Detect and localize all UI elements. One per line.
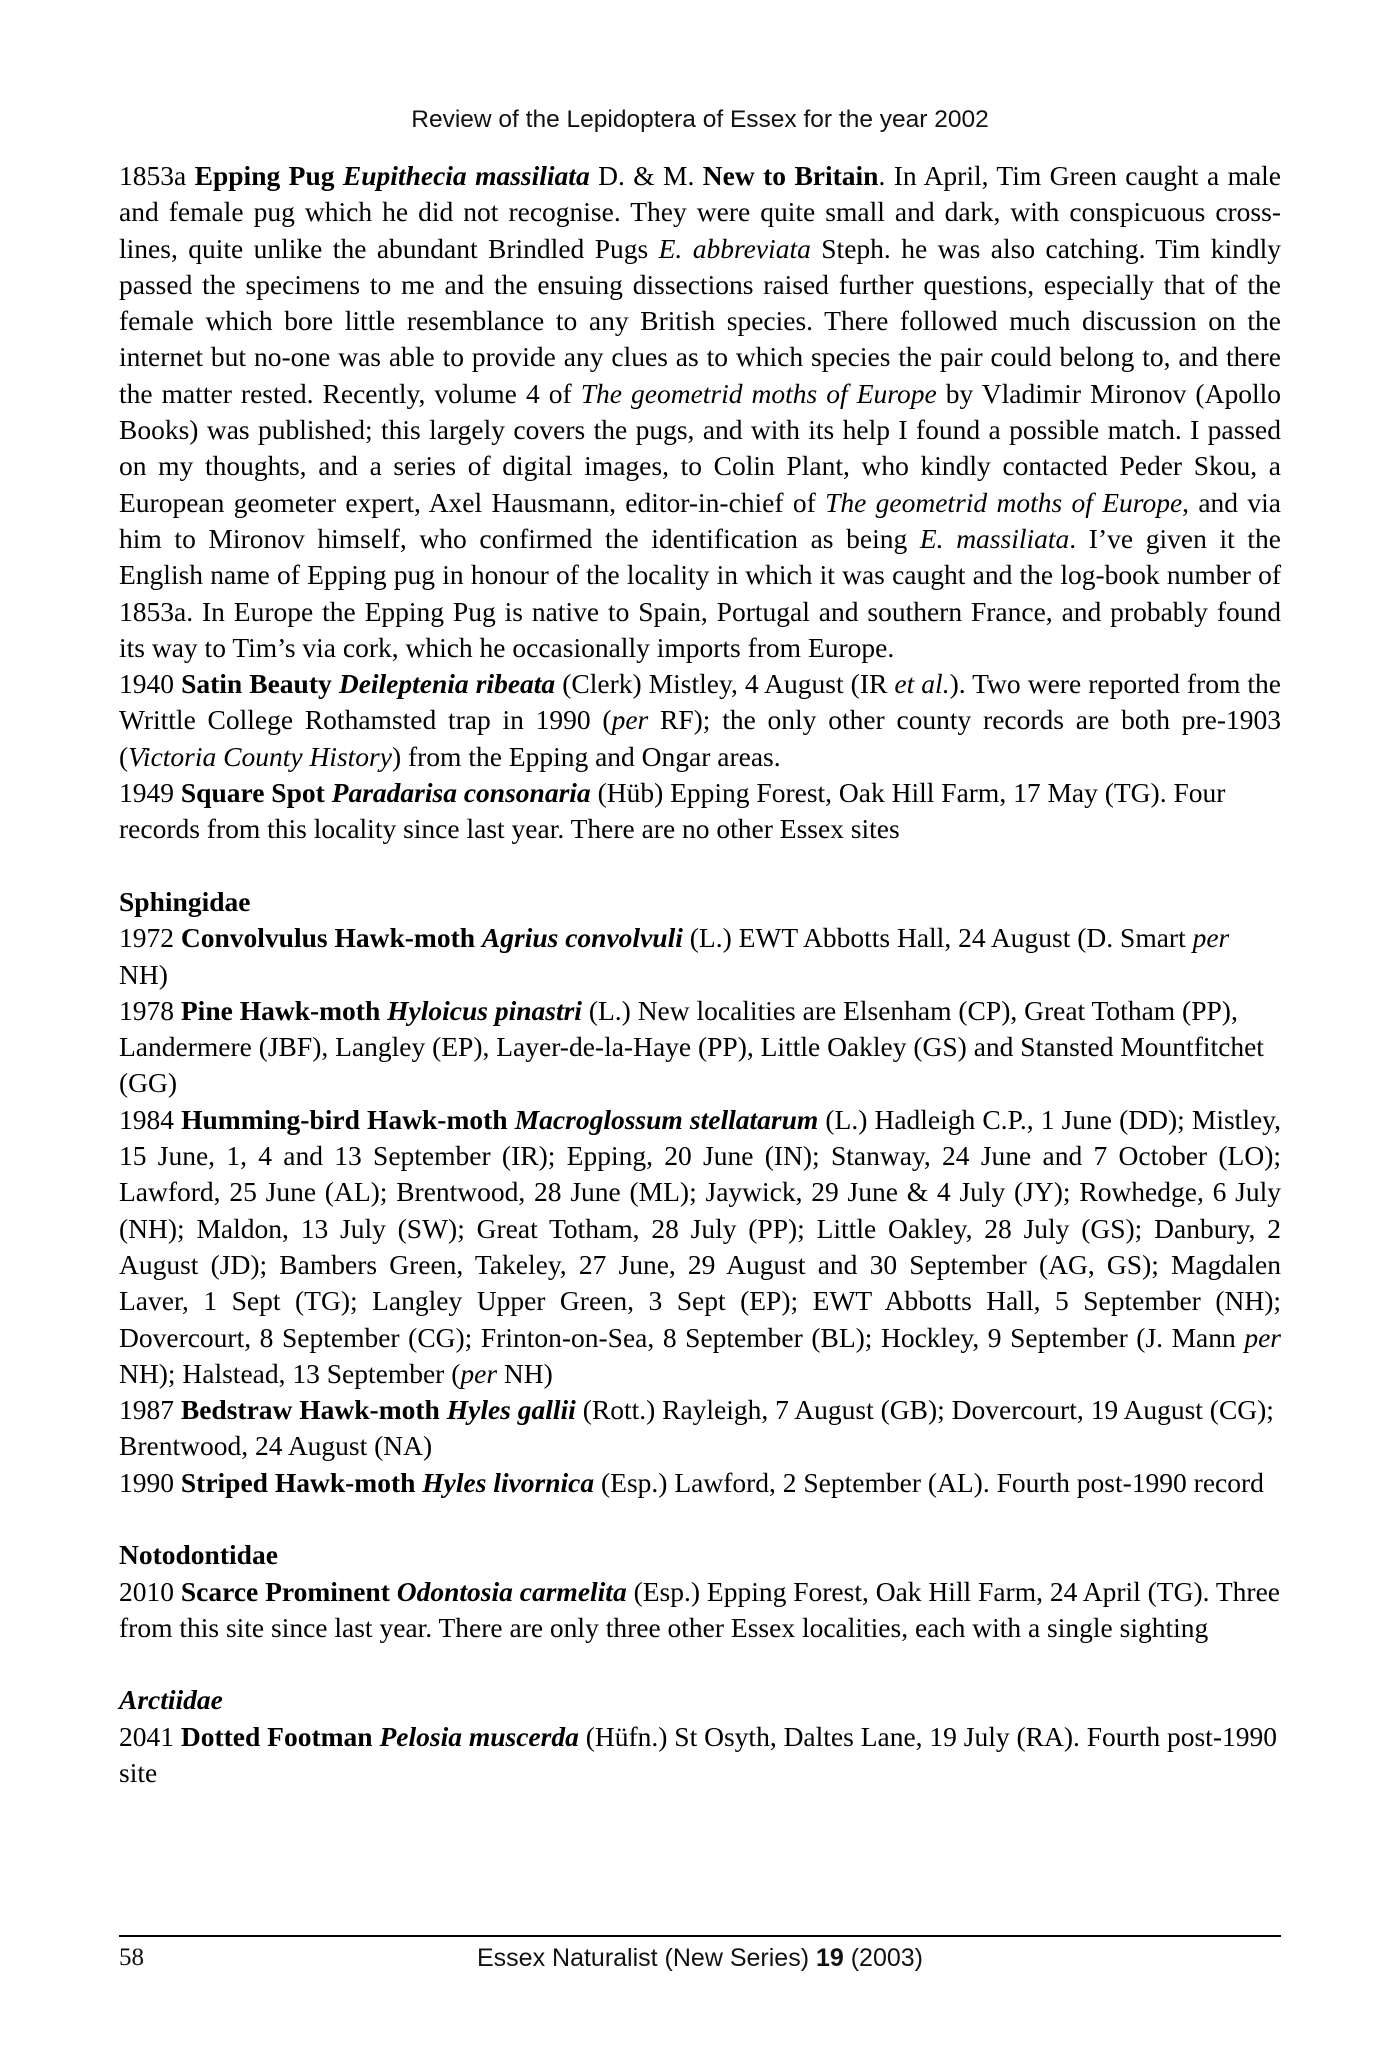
scientific-name: Paradarisa consonaria (331, 777, 591, 809)
species-entry-2010: 2010 Scarce Prominent Odontosia carmelita (Esp.) Epping Forest, Oak Hill Farm, 24 April (TG). Three from this site since last year. There are only three other Essex localities, each with a single sighting (119, 1575, 1280, 1643)
species-entry-1972: 1972 Convolvulus Hawk-moth Agrius convolvuli (L.) EWT Abbotts Hall, 24 August (D. Smart per NH) (119, 922, 1230, 990)
scientific-name: Eupithecia massiliata (342, 160, 590, 191)
common-name: Striped Hawk-moth (180, 1466, 416, 1498)
family-heading-arctiidae: Arctiidae (119, 1684, 223, 1716)
scientific-name: Pelosia muscerda (379, 1720, 579, 1752)
scientific-name: Hyloicus pinastri (387, 994, 582, 1026)
species-number: 1990 (119, 1466, 181, 1498)
species-entry-1940: 1940 Satin Beauty Deileptenia ribeata (Clerk) Mistley, 4 August (IR et al.). Two were reported from the Writtle College Rothamsted trap in 1990 (per RF); the only other county records are both pre-1903 (Victoria County History) from the Epping and Ongar areas. (119, 668, 1281, 772)
scientific-name: Odontosia carmelita (396, 1575, 627, 1607)
journal-citation (119, 1944, 1281, 1973)
scientific-name: Deileptenia ribeata (338, 668, 556, 700)
common-name: Convolvulus Hawk-moth (180, 922, 476, 954)
scientific-name: Agrius convolvuli (481, 922, 683, 954)
species-number: 1972 (119, 922, 181, 954)
species-number: 2041 (119, 1720, 181, 1752)
species-number: 1940 (119, 668, 182, 700)
scientific-name: Hyles livornica (422, 1466, 595, 1498)
footer-rule (119, 1935, 1281, 1937)
journal-name: Essex Naturalist (New Series) (476, 1944, 816, 1972)
species-number: 1984 (119, 1103, 182, 1135)
book-title: The geometrid moths of Europe (580, 377, 937, 409)
common-name: Square Spot (180, 777, 325, 809)
running-header: Review of the Lepidoptera of Essex for the year 2002 (411, 106, 989, 133)
species-number: 1949 (119, 777, 181, 809)
common-name: Epping Pug (194, 160, 335, 191)
species-entry-1978: 1978 Pine Hawk-moth Hyloicus pinastri (L.) New localities are Elsenham (CP), Great Totham (PP), Landermere (JBF), Langley (EP), Layer-de-la-Haye (PP), Little Oakley (GS) and Stansted Mountfitchet (GG) (119, 994, 1264, 1099)
common-name: Pine Hawk-moth (180, 994, 381, 1026)
common-name: Bedstraw Hawk-moth (180, 1394, 440, 1426)
scientific-name: Macroglossum stellatarum (514, 1103, 819, 1135)
species-entry-1987: 1987 Bedstraw Hawk-moth Hyles gallii (Rott.) Rayleigh, 7 August (GB); Dovercourt, 19 August (CG); Brentwood, 24 August (NA) (119, 1394, 1274, 1462)
page-number: 58 (119, 1944, 144, 1971)
body-text (119, 158, 1281, 1791)
common-name: Humming-bird Hawk-moth (181, 1103, 508, 1135)
species-number: 2010 (119, 1575, 181, 1607)
journal-year: (2003) (843, 1944, 923, 1972)
scientific-name: Hyles gallii (446, 1394, 576, 1426)
species-number: 1978 (119, 994, 181, 1026)
species-entry-1984: 1984 Humming-bird Hawk-moth Macroglossum stellatarum (L.) Hadleigh C.P., 1 June (DD); Mistley, 15 June, 1, 4 and 13 September (IR); Epping, 20 June (IN); Stanway, 24 June and 7 October (LO); Lawford, 25 June (AL); Brentwood, 28 June (ML); Jaywick, 29 June & 4 July (JY); Rowhedge, 6 July (NH); Maldon, 13 July (SW); Great Totham, 28 July (PP); Little Oakley, 28 July (GS); Danbury, 2 August (JD); Bambers Green, Takeley, 27 June, 29 August and 30 September (AG, GS); Magdalen Laver, 1 Sept (TG); Langley Upper Green, 3 Sept (EP); EWT Abbotts Hall, 5 September (NH); Dovercourt, 8 September (CG); Frinton-on-Sea, 8 September (BL); Hockley, 9 September (J. Mann per NH); Halstead, 13 September (per NH) (119, 1103, 1282, 1389)
species-number: 1853a (119, 160, 195, 191)
family-heading-sphingidae: Sphingidae (119, 885, 251, 917)
journal-volume: 19 (815, 1944, 844, 1972)
species-number: 1987 (119, 1394, 181, 1426)
status-new-to-britain: New to Britain (702, 160, 879, 191)
common-name: Scarce Prominent (180, 1575, 390, 1607)
family-heading-notodontidae: Notodontidae (119, 1539, 278, 1571)
species-entry-1949: 1949 Square Spot Paradarisa consonaria (Hüb) Epping Forest, Oak Hill Farm, 17 May (TG). Four records from this locality since last year. There are no other Essex sites (119, 777, 1226, 845)
species-entry-1853a: 1853a Epping Pug Eupithecia massiliata D. & M. New to Britain. In April, Tim Green caught a male and female pug which he did not recognise. They were quite small and dark, with conspicuous cross-lines, quite unlike the abundant Brindled Pugs E. abbreviata Steph. he was also catching. Tim kindly passed the specimens to me and the ensuing dissections raised further questions, especially that of the female which bore little resemblance to any British species. There followed much discussion on the internet but no-one was able to provide any clues as to which species the pair could belong to, and there the matter rested. Recently, volume 4 of The geometrid moths of Europe by Vladimir Mironov (Apollo Books) was published; this largely covers the pugs, and with its help I found a possible match. I passed on my thoughts, and a series of digital images, to Colin Plant, who kindly contacted Peder Skou, a European geometer expert, Axel Hausmann, editor-in-chief of The geometrid moths of Europe, and via him to Mironov himself, who confirmed the identification as being E. massiliata. I’ve given it the English name of Epping pug in honour of the locality in which it was caught and the log-book number of 1853a. In Europe the Epping Pug is native to Spain, Portugal and southern France, and probably found its way to Tim’s via cork, which he occasionally imports from Europe. (119, 160, 1282, 663)
book-title: The geometrid moths of Europe (825, 486, 1183, 518)
species-entry-1990: 1990 Striped Hawk-moth Hyles livornica (Esp.) Lawford, 2 September (AL). Fourth post-1990 record (119, 1466, 1264, 1498)
common-name: Dotted Footman (180, 1720, 373, 1752)
common-name: Satin Beauty (181, 668, 332, 700)
species-entry-2041: 2041 Dotted Footman Pelosia muscerda (Hüfn.) St Osyth, Daltes Lane, 19 July (RA). Fourth post-1990 site (119, 1720, 1277, 1789)
